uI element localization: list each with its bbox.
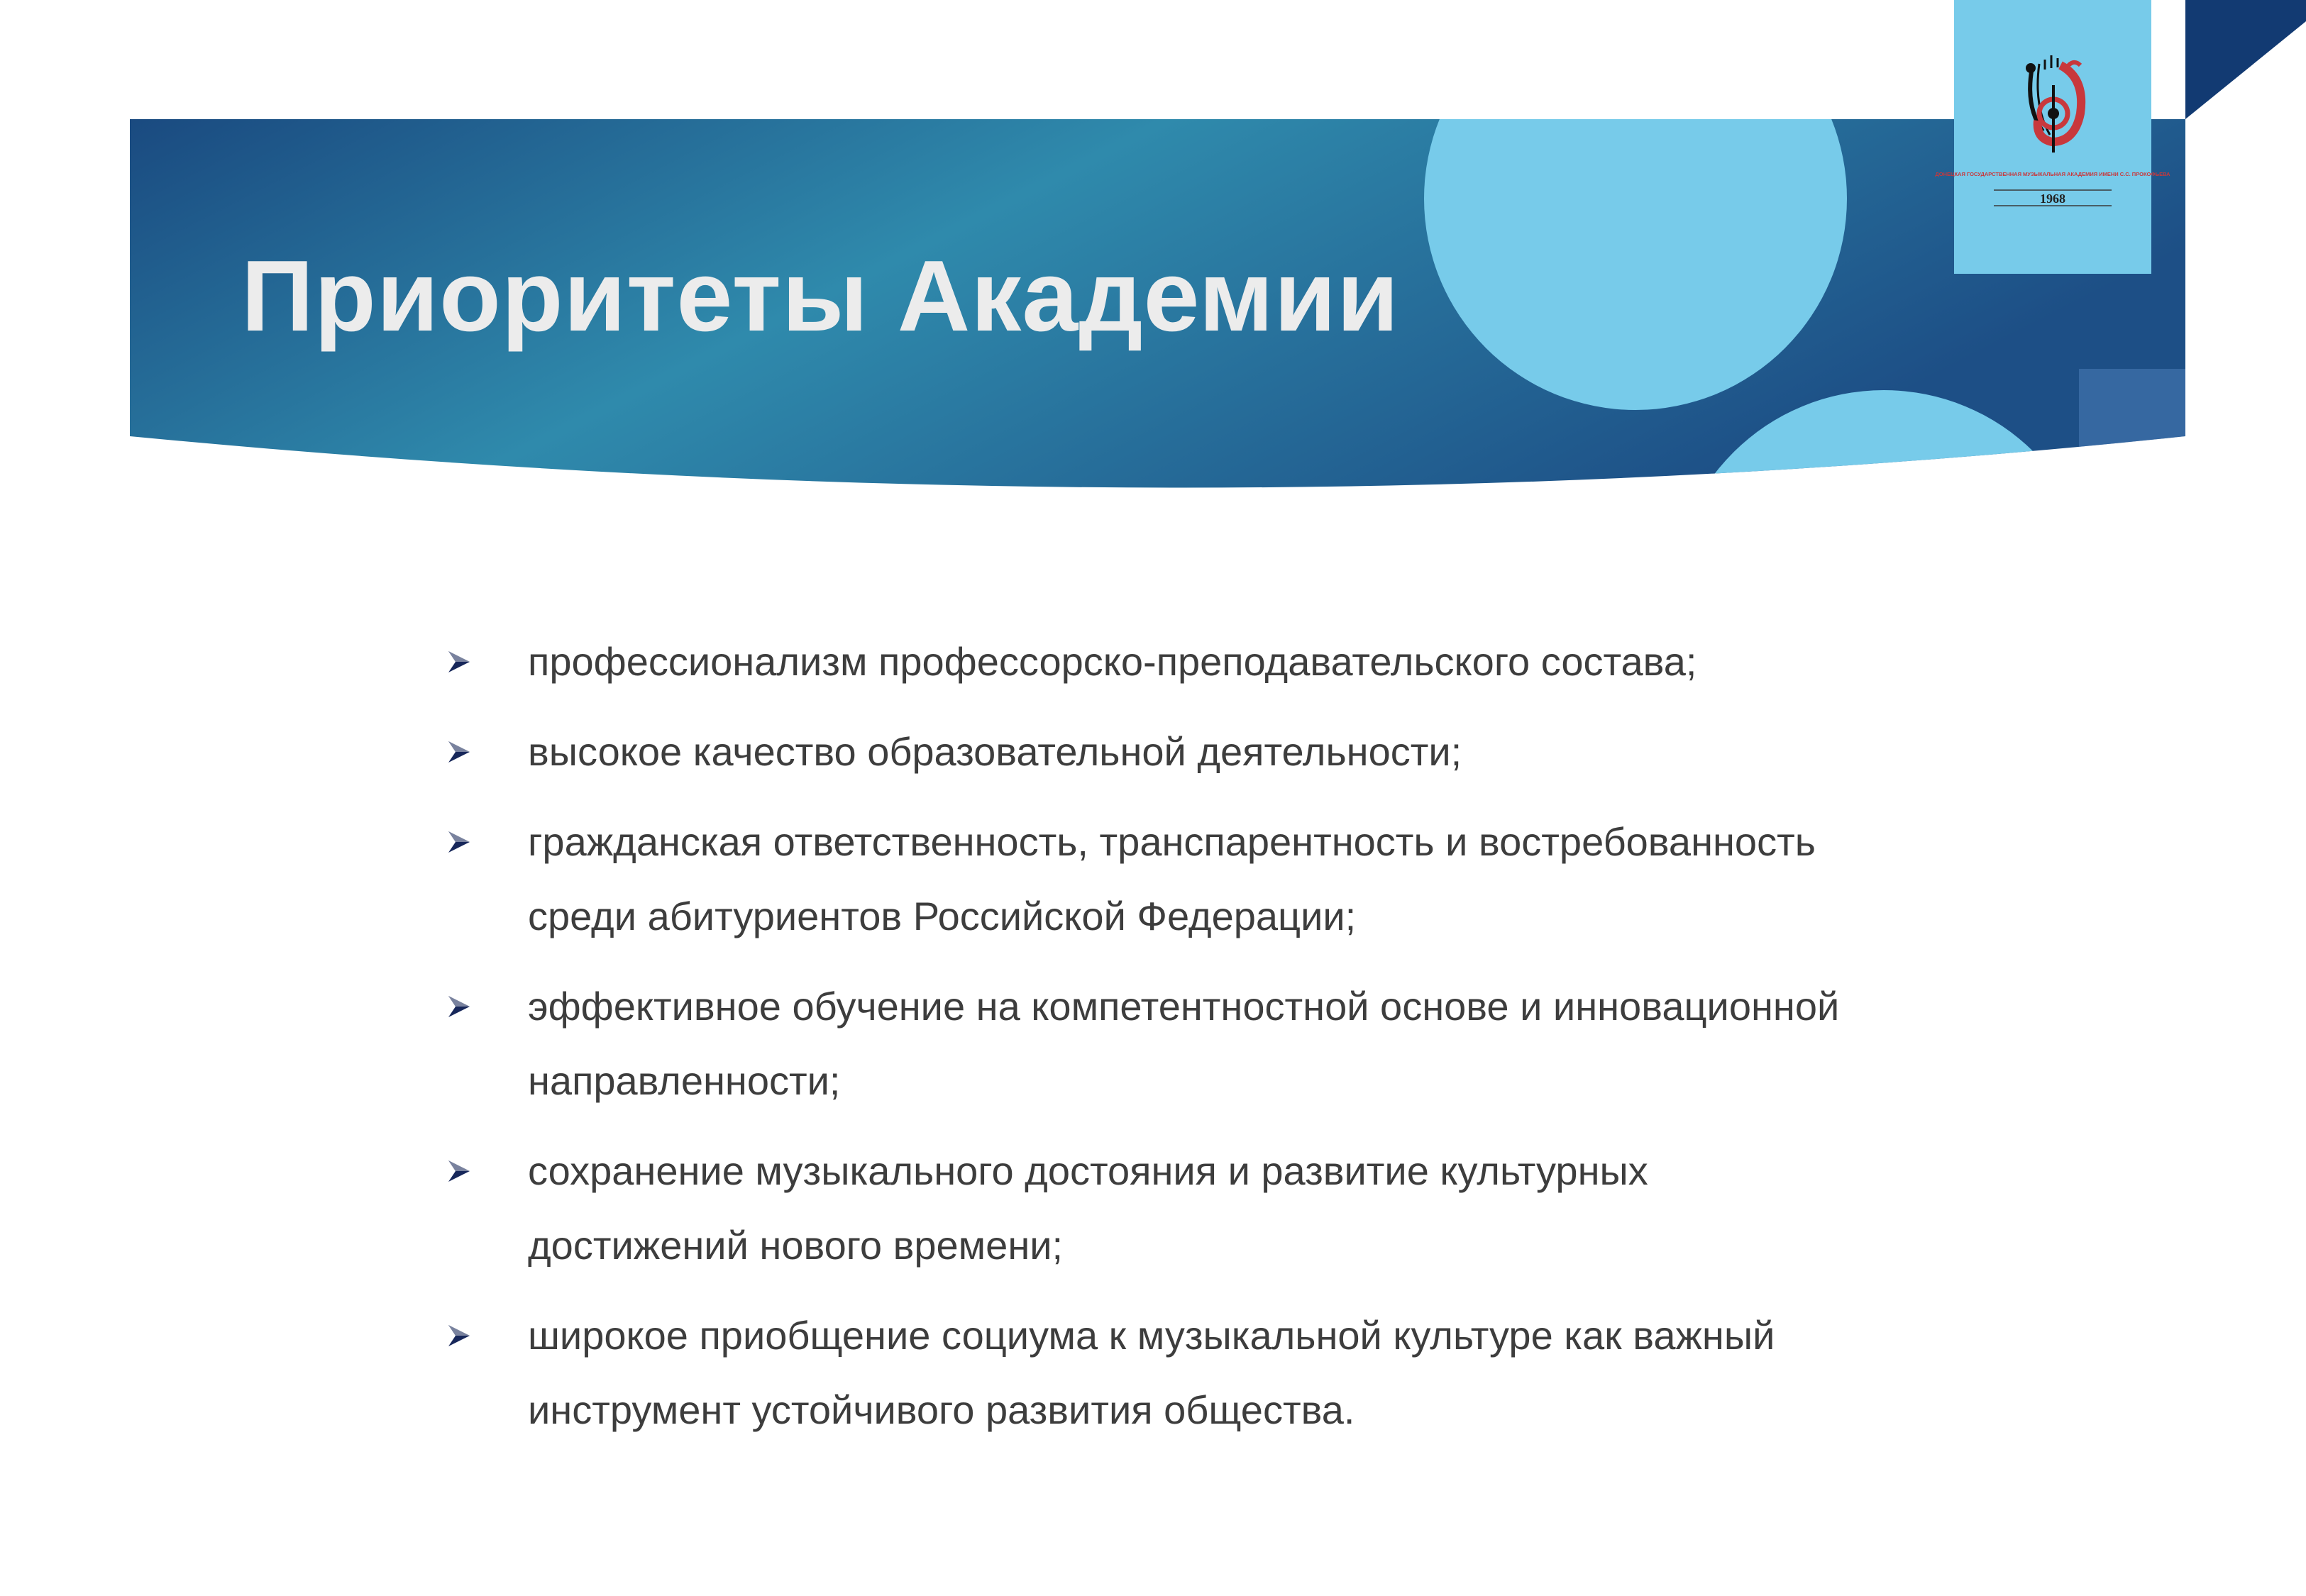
list-item bbox=[447, 1298, 1866, 1447]
logo-name-text: ДОНЕЦКАЯ ГОСУДАРСТВЕННАЯ МУЗЫКАЛЬНАЯ АКАДЕМИЯ ИМЕНИ С.С. ПРОКОФЬЕВА bbox=[1935, 171, 2170, 177]
logo-year: 1968 bbox=[2040, 192, 2065, 206]
arrow-bullet-icon bbox=[447, 740, 471, 764]
priority-text: широкое приобщение социума к музыкальной культуре как важный инструмент устойчивого развития общества. bbox=[528, 1313, 1775, 1432]
priority-text: профессионализм профессорско-преподавательского состава; bbox=[528, 639, 1697, 684]
arrow-bullet-icon bbox=[447, 650, 471, 674]
list-item bbox=[447, 624, 1866, 699]
priority-text: сохранение музыкального достояния и развитие культурных достижений нового времени; bbox=[528, 1148, 1648, 1268]
arrow-bullet-icon bbox=[447, 994, 471, 1019]
arrow-bullet-icon bbox=[447, 1324, 471, 1348]
priority-text: высокое качество образовательной деятельности; bbox=[528, 729, 1462, 774]
arrow-bullet-icon bbox=[447, 830, 471, 854]
list-item bbox=[447, 804, 1866, 953]
arrow-bullet-icon bbox=[447, 1159, 471, 1183]
priority-text: гражданская ответственность, транспарентность и востребованность среди абитуриентов Российской Федерации; bbox=[528, 819, 1816, 938]
priority-list bbox=[447, 624, 1866, 1463]
priority-text: эффективное обучение на компетентностной основе и инновационной направленности; bbox=[528, 984, 1840, 1103]
list-item bbox=[447, 969, 1866, 1118]
academy-logo bbox=[1935, 0, 2170, 274]
academy-logo-icon bbox=[1935, 0, 2170, 274]
list-item bbox=[447, 1134, 1866, 1282]
page-title: Приоритеты Академии bbox=[241, 240, 1400, 353]
list-item bbox=[447, 714, 1866, 789]
